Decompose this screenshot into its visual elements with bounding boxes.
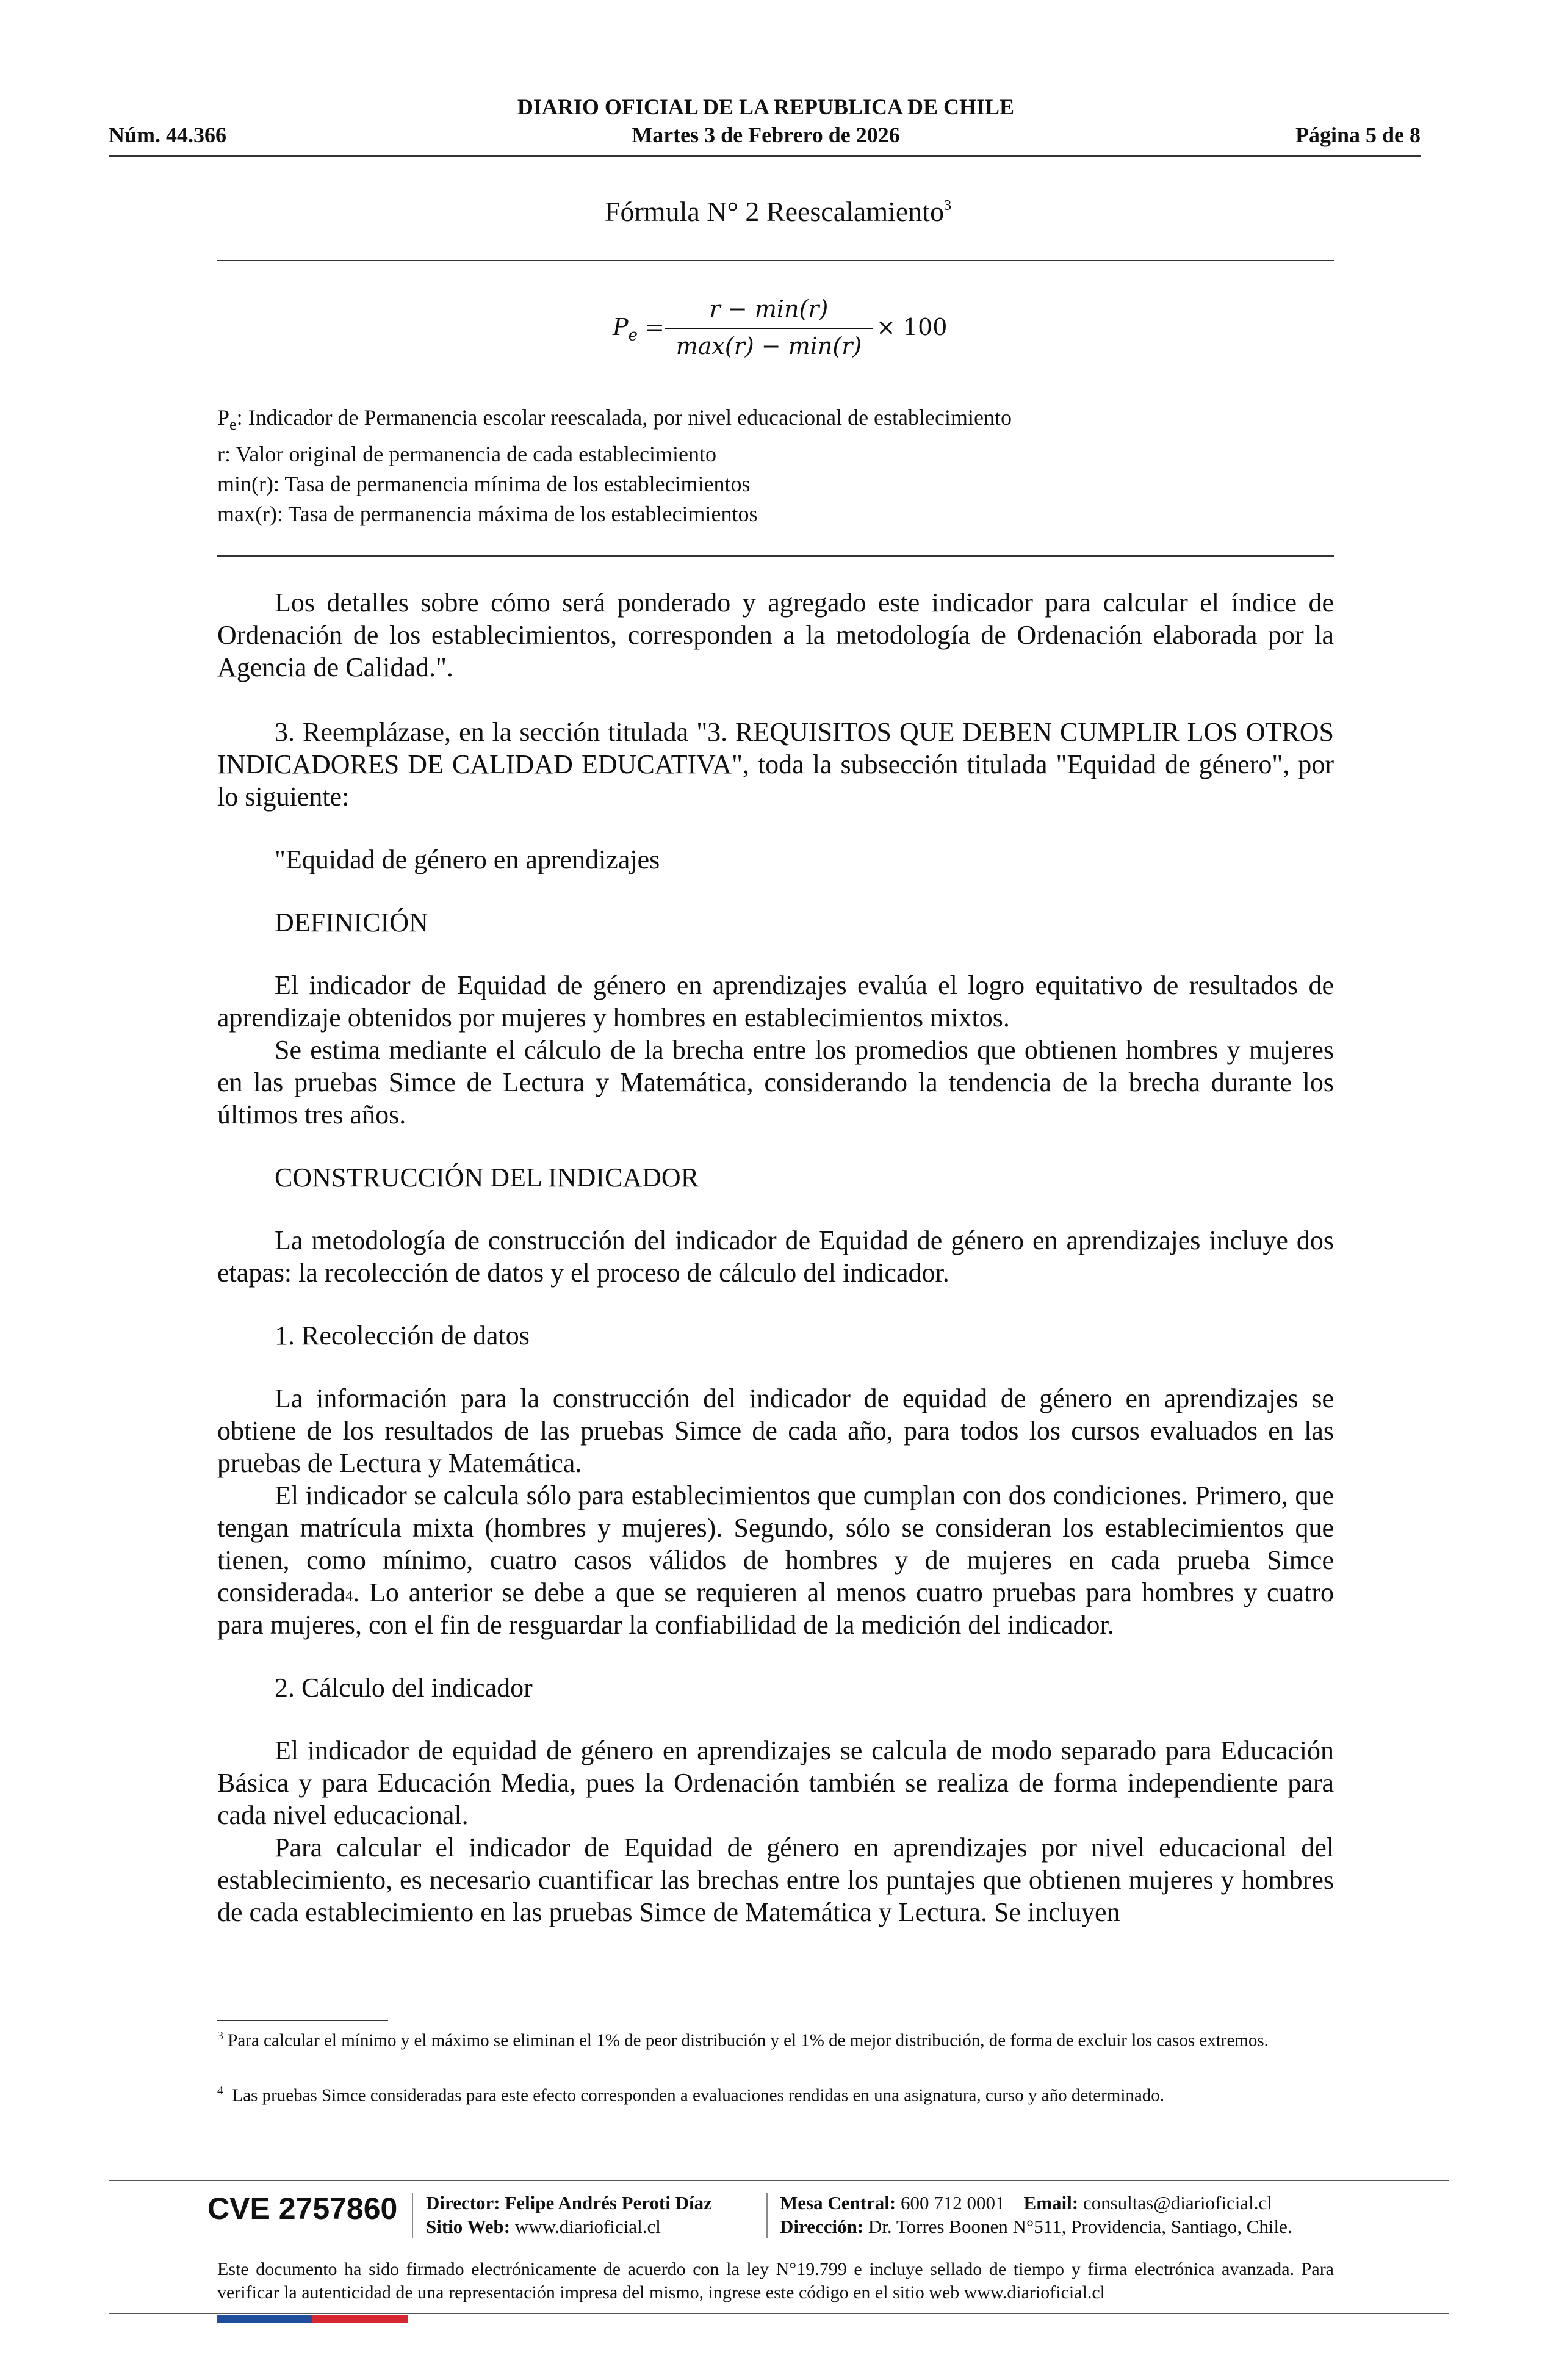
variable-max: max(r): Tasa de permanencia máxima de los establecimientos bbox=[217, 502, 758, 527]
heading-data-collection: 1. Recolección de datos bbox=[275, 1321, 530, 1350]
formula-numerator: r − min(r) bbox=[709, 295, 829, 322]
formula-denominator: max(r) − min(r) bbox=[675, 333, 862, 359]
legal-notice: Este documento ha sido firmado electrónicamente de acuerdo con la ley N°19.799 e incluye sellado de tiempo y firma electrónica avanzada. Para verificar la autenticidad de una representación impresa del mismo, ingrese este código en el sitio web www.diarioficial.cl bbox=[217, 2259, 1334, 2302]
paragraph-calc-gaps: Para calcular el indicador de Equidad de género en aprendizajes por nivel educacional del establecimiento, es necesario cuantificar las brechas entre los puntajes que obtienen mujeres y hombres de cada establecimiento en las pruebas Simce de Matemática y Lectura. Se incluyen bbox=[217, 1833, 1334, 1927]
variable-min: min(r): Tasa de permanencia mínima de los establecimientos bbox=[217, 472, 751, 497]
paragraph-estimation: Se estima mediante el cálculo de la brecha entre los promedios que obtienen hombres y mujeres en las pruebas Simce de Lectura y Matemática, considerando la tendencia de la brecha durante los últimos tres años. bbox=[217, 1035, 1334, 1130]
variable-pe: $P_e$: Indicador de Permanencia escolar reescalada, por nivel educacional de establecimiento bbox=[217, 405, 1012, 434]
email-link[interactable]: consultas@diarioficial.cl bbox=[1082, 2192, 1272, 2213]
footer-contact-block: Mesa Central: 600 712 0001 Email: consultas@diarioficial.cl Dirección: Dr. Torres Boonen N°511, Providencia, Santiago, Chile. bbox=[780, 2192, 1292, 2237]
publication-date: Martes 3 de Febrero de 2026 bbox=[632, 123, 900, 147]
variable-r: r: Valor original de permanencia de cada establecimiento bbox=[217, 442, 716, 467]
footer-divider-1 bbox=[412, 2193, 413, 2238]
body-text bbox=[217, 586, 1334, 1928]
website-link[interactable]: www.diarioficial.cl bbox=[514, 2216, 661, 2237]
heading-gender-equity: "Equidad de género en aprendizajes bbox=[275, 845, 660, 874]
formula-lhs: $P_e$ = bbox=[613, 314, 665, 345]
footnote-rule bbox=[217, 2020, 388, 2021]
formula-title: Fórmula N° 2 Reescalamiento$^3$ bbox=[604, 196, 952, 227]
footer-bottom-rule bbox=[109, 2313, 1449, 2314]
formula-multiplier: × 100 bbox=[876, 314, 948, 341]
paragraph-conditions: El indicador se calcula sólo para establecimientos que cumplan con dos condiciones. Primero, que tengan matrícula mixta (hombres y mujeres). Segundo, sólo se consideran los establecimientos que tienen, como mínimo, cuatro casos válidos de hombres y de mujeres en cada prueba Simce considerada$^4$. Lo anterior se debe a que se requieren al menos cuatro pruebas para hombres y cuatro para mujeres, con el fin de resguardar la confiabilidad de la medición del indicador. bbox=[217, 1480, 1334, 1640]
footer-top-rule bbox=[109, 2180, 1449, 2181]
page-number: Página 5 de 8 bbox=[1295, 123, 1421, 147]
formula-bottom-rule bbox=[217, 555, 1334, 557]
footer-director-block: Director: Felipe Andrés Peroti Díaz Sitio Web: www.diarioficial.cl bbox=[426, 2192, 712, 2237]
flag-stripe-blue bbox=[217, 2315, 312, 2323]
formula-variable-list bbox=[217, 403, 1012, 529]
heading-calculation: 2. Cálculo del indicador bbox=[275, 1673, 533, 1703]
paragraph-methodology: La metodología de construcción del indicador de Equidad de género en aprendizajes incluye dos etapas: la recolección de datos y el proceso de cálculo del indicador. bbox=[217, 1225, 1334, 1288]
cve-code: CVE 2757860 bbox=[207, 2191, 398, 2226]
flag-stripe-red bbox=[312, 2315, 408, 2323]
fraction-bar bbox=[665, 328, 873, 329]
footer-divider-2 bbox=[766, 2193, 768, 2238]
heading-definition: DEFINICIÓN bbox=[275, 907, 428, 937]
paragraph-ordering-details: Los detalles sobre cómo será ponderado y agregado este indicador para calcular el índice de Ordenación de los establecimientos, corresponden a la metodología de Ordenación elaborada por la Agencia de Calidad.". bbox=[217, 588, 1334, 682]
header-rule bbox=[109, 155, 1421, 157]
footnote-3: $^3$ Para calcular el mínimo y el máximo se eliminan el 1% de peor distribución y el 1% de mejor distribución, de forma de excluir los casos extremos. bbox=[217, 2029, 1269, 2050]
issue-number: Núm. 44.366 bbox=[109, 123, 227, 147]
footnote-4: $^4$ Las pruebas Simce consideradas para este efecto corresponden a evaluaciones rendidas en una asignatura, curso y año determinado. bbox=[217, 2084, 1165, 2105]
paragraph-definition: El indicador de Equidad de género en aprendizajes evalúa el logro equitativo de resultados de aprendizaje obtenidos por mujeres y hombres en establecimientos mixtos. bbox=[217, 970, 1334, 1033]
publication-title: DIARIO OFICIAL DE LA REPUBLICA DE CHILE bbox=[517, 95, 1015, 119]
paragraph-data-source: La información para la construcción del indicador de equidad de género en aprendizajes se obtiene de los resultados de las pruebas Simce de cada año, para todos los cursos evaluados en las pruebas de Lectura y Matemática. bbox=[217, 1383, 1334, 1478]
paragraph-calc-separate: El indicador de equidad de género en aprendizajes se calcula de modo separado para Educación Básica y para Educación Media, pues la Ordenación también se realiza de forma independiente para cada nivel educacional. bbox=[217, 1736, 1334, 1830]
heading-construction: CONSTRUCCIÓN DEL INDICADOR bbox=[275, 1163, 699, 1192]
formula-top-rule bbox=[217, 260, 1334, 261]
paragraph-replacement: 3. Reemplázase, en la sección titulada "3. REQUISITOS QUE DEBEN CUMPLIR LOS OTROS INDICADORES DE CALIDAD EDUCATIVA", toda la subsección titulada "Equidad de género", por lo siguiente: bbox=[217, 717, 1334, 812]
